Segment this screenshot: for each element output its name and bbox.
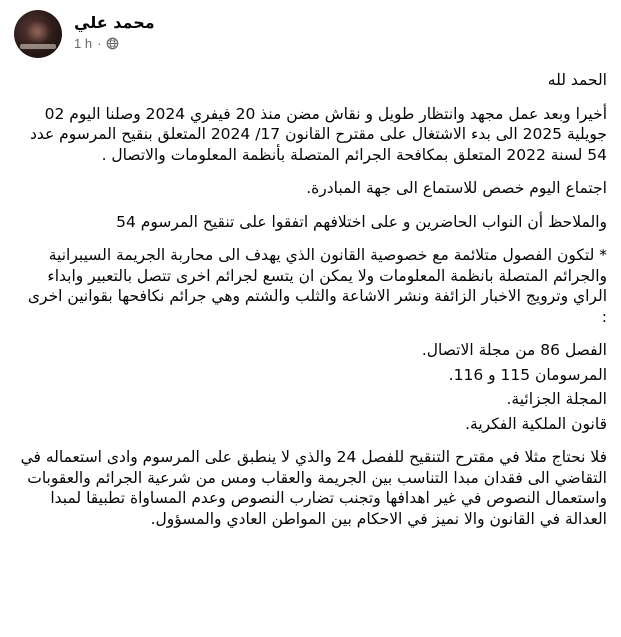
author-block xyxy=(74,12,155,51)
post-paragraph: الحمد لله xyxy=(547,71,607,89)
meta-separator: · xyxy=(97,36,102,51)
globe-icon[interactable] xyxy=(106,37,119,50)
list-item: قانون الملكية الفكرية. xyxy=(465,414,607,433)
law-list xyxy=(18,340,607,434)
post-text xyxy=(18,70,607,542)
author-avatar[interactable] xyxy=(14,10,62,58)
author-name[interactable]: محمد علي xyxy=(74,13,155,32)
post-meta xyxy=(74,36,155,51)
avatar-photo-glow xyxy=(24,22,52,42)
post-time[interactable]: 1 h xyxy=(74,36,93,51)
avatar-photo-caption xyxy=(20,44,56,49)
post-paragraph: * لتكون الفصول متلائمة مع خصوصية القانون الذي يهدف الى محاربة الجريمة السيبرانية والجرائم المتصلة بانظمة المعلومات ولا يمكن ان يتسع لجرائم اخرى تتصل بالتعبير وابداء الراي وترويج الاخبار الزائفة ونشر الاشاعة والثلب والشتم وهي جرائم نكافحها بقوانين اخرى : xyxy=(27,246,607,326)
list-item: الفصل 86 من مجلة الاتصال. xyxy=(421,341,607,359)
post-paragraph: فلا نحتاج مثلا في مقترح التنقيح للفصل 24 والذي لا ينطبق على المرسوم وادى استعماله في التقاضي الى فقدان مبدا التناسب بين الجريمة والعقاب ومس من شرعية الجرائم والعقوبات واستعمال النصوص في غير اهدافها وتجنب تضارب النصوص وعدم المساواة تطبيقا لمبدا العدالة في القانون والا نميز في الاحكام بين المواطن العادي والمسؤول. xyxy=(20,448,607,528)
list-item: المرسومان 115 و 116. xyxy=(448,365,607,384)
post-paragraph: أخيرا وبعد عمل مجهد وانتظار طويل و نقاش مضن منذ 20 فيفري 2024 وصلنا اليوم 02 جويلية 2025 الى بدء الاشتغال على مقترح القانون 17/ 2024 المتعلق بنقيح المرسوم عدد 54 لسنة 2022 المتعلق بمكافحة الجرائم المتصلة بأنظمة المعلومات والاتصال . xyxy=(29,104,607,164)
post-paragraph: اجتماع اليوم خصص للاستماع الى جهة المبادرة. xyxy=(306,179,607,197)
post-paragraph: والملاحظ أن النواب الحاضرين و على اختلافهم اتفقوا على تنقيح المرسوم 54 xyxy=(116,212,607,231)
post-header xyxy=(12,10,609,66)
list-item: المجلة الجزائية. xyxy=(506,390,607,408)
